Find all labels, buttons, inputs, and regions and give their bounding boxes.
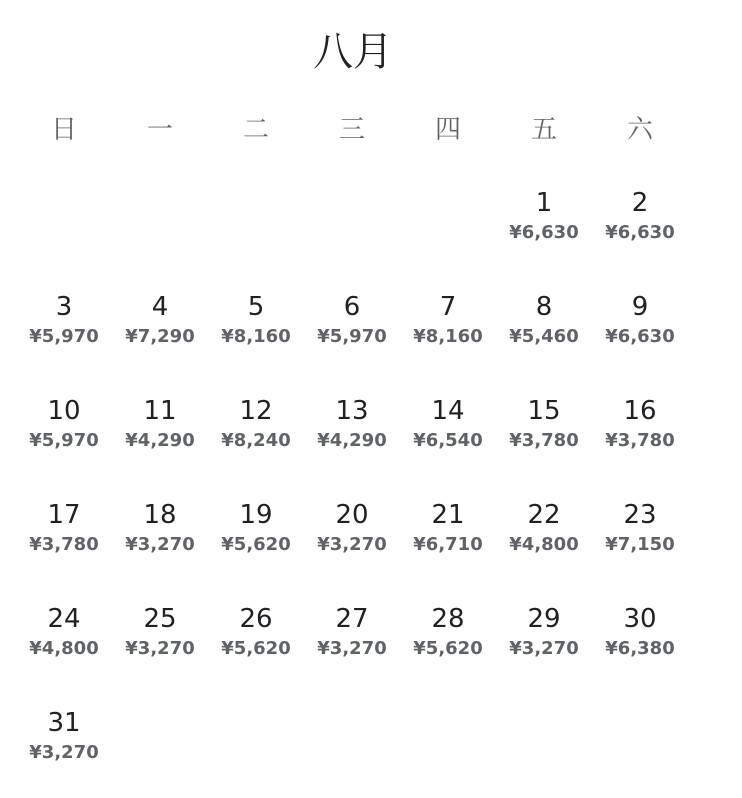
month-title: 八月 — [313, 29, 393, 75]
day-number: 24 — [47, 604, 81, 634]
day-cell[interactable] — [496, 174, 592, 278]
day-cell[interactable] — [400, 382, 496, 486]
day-number: 14 — [431, 396, 465, 426]
day-cell[interactable] — [496, 486, 592, 590]
day-price: ¥3,270 — [125, 534, 195, 555]
day-cell[interactable] — [112, 590, 208, 694]
day-number: 20 — [335, 500, 369, 530]
day-price: ¥8,240 — [221, 430, 291, 451]
day-cell[interactable] — [208, 486, 304, 590]
day-number: 18 — [143, 500, 177, 530]
day-cell[interactable] — [112, 278, 208, 382]
day-price: ¥3,270 — [125, 638, 195, 659]
day-price: ¥8,160 — [413, 326, 483, 347]
day-cell[interactable] — [112, 486, 208, 590]
day-number: 31 — [47, 708, 81, 738]
day-cell[interactable] — [16, 486, 112, 590]
day-number: 29 — [527, 604, 561, 634]
day-number: 2 — [631, 188, 649, 218]
day-price: ¥6,710 — [413, 534, 483, 555]
day-price: ¥3,780 — [509, 430, 579, 451]
day-number: 9 — [631, 292, 649, 322]
day-number: 7 — [439, 292, 457, 322]
day-number: 19 — [239, 500, 273, 530]
day-price: ¥3,270 — [509, 638, 579, 659]
weekday-monday: 一 — [146, 115, 173, 145]
day-cell[interactable] — [304, 278, 400, 382]
day-number: 26 — [239, 604, 273, 634]
day-price: ¥5,620 — [221, 534, 291, 555]
day-number: 21 — [431, 500, 465, 530]
day-cell[interactable] — [496, 590, 592, 694]
day-number: 1 — [535, 188, 553, 218]
empty-day-cell — [112, 174, 208, 278]
day-number: 16 — [623, 396, 657, 426]
day-cell[interactable] — [16, 278, 112, 382]
day-price: ¥6,380 — [605, 638, 675, 659]
day-number: 27 — [335, 604, 369, 634]
day-number: 12 — [239, 396, 273, 426]
day-number: 3 — [55, 292, 73, 322]
day-price: ¥6,540 — [413, 430, 483, 451]
day-number: 25 — [143, 604, 177, 634]
weekday-saturday: 六 — [626, 115, 653, 145]
day-price: ¥6,630 — [605, 222, 675, 243]
day-cell[interactable] — [496, 278, 592, 382]
day-price: ¥3,780 — [29, 534, 99, 555]
day-grid — [16, 174, 688, 798]
weekday-thursday: 四 — [434, 115, 461, 145]
day-cell[interactable] — [592, 382, 688, 486]
day-price: ¥5,970 — [29, 430, 99, 451]
day-price: ¥6,630 — [605, 326, 675, 347]
day-price: ¥6,630 — [509, 222, 579, 243]
empty-day-cell — [208, 174, 304, 278]
day-number: 22 — [527, 500, 561, 530]
day-cell[interactable] — [496, 382, 592, 486]
day-price: ¥5,970 — [29, 326, 99, 347]
day-cell[interactable] — [400, 590, 496, 694]
weekday-sunday: 日 — [50, 115, 77, 145]
day-price: ¥7,150 — [605, 534, 675, 555]
day-cell[interactable] — [592, 278, 688, 382]
day-cell[interactable] — [304, 486, 400, 590]
day-cell[interactable] — [16, 382, 112, 486]
day-price: ¥5,620 — [221, 638, 291, 659]
day-cell[interactable] — [208, 382, 304, 486]
weekday-friday: 五 — [530, 115, 557, 145]
day-price: ¥4,800 — [509, 534, 579, 555]
weekday-tuesday: 二 — [242, 115, 269, 145]
day-price: ¥5,970 — [317, 326, 387, 347]
empty-day-cell — [16, 174, 112, 278]
weekday-header-row — [16, 108, 688, 152]
day-price: ¥3,270 — [29, 742, 99, 763]
day-cell[interactable] — [208, 278, 304, 382]
day-number: 30 — [623, 604, 657, 634]
day-number: 13 — [335, 396, 369, 426]
day-cell[interactable] — [592, 174, 688, 278]
day-number: 8 — [535, 292, 553, 322]
day-cell[interactable] — [16, 590, 112, 694]
day-number: 4 — [151, 292, 169, 322]
day-number: 17 — [47, 500, 81, 530]
day-price: ¥3,780 — [605, 430, 675, 451]
day-cell[interactable] — [112, 382, 208, 486]
empty-day-cell — [400, 174, 496, 278]
day-price: ¥4,290 — [125, 430, 195, 451]
day-price: ¥3,270 — [317, 534, 387, 555]
day-price: ¥5,460 — [509, 326, 579, 347]
day-number: 5 — [247, 292, 265, 322]
weekday-wednesday: 三 — [338, 115, 365, 145]
day-price: ¥8,160 — [221, 326, 291, 347]
day-number: 11 — [143, 396, 177, 426]
empty-day-cell — [304, 174, 400, 278]
day-number: 23 — [623, 500, 657, 530]
day-price: ¥4,800 — [29, 638, 99, 659]
day-cell[interactable] — [304, 382, 400, 486]
day-cell[interactable] — [208, 590, 304, 694]
day-price: ¥4,290 — [317, 430, 387, 451]
day-price: ¥7,290 — [125, 326, 195, 347]
day-number: 10 — [47, 396, 81, 426]
day-number: 28 — [431, 604, 465, 634]
day-cell[interactable] — [592, 590, 688, 694]
day-cell[interactable] — [592, 486, 688, 590]
day-cell[interactable] — [304, 590, 400, 694]
day-price: ¥3,270 — [317, 638, 387, 659]
day-number: 15 — [527, 396, 561, 426]
day-cell[interactable] — [16, 694, 112, 798]
day-cell[interactable] — [400, 486, 496, 590]
day-number: 6 — [343, 292, 361, 322]
day-price: ¥5,620 — [413, 638, 483, 659]
day-cell[interactable] — [400, 278, 496, 382]
